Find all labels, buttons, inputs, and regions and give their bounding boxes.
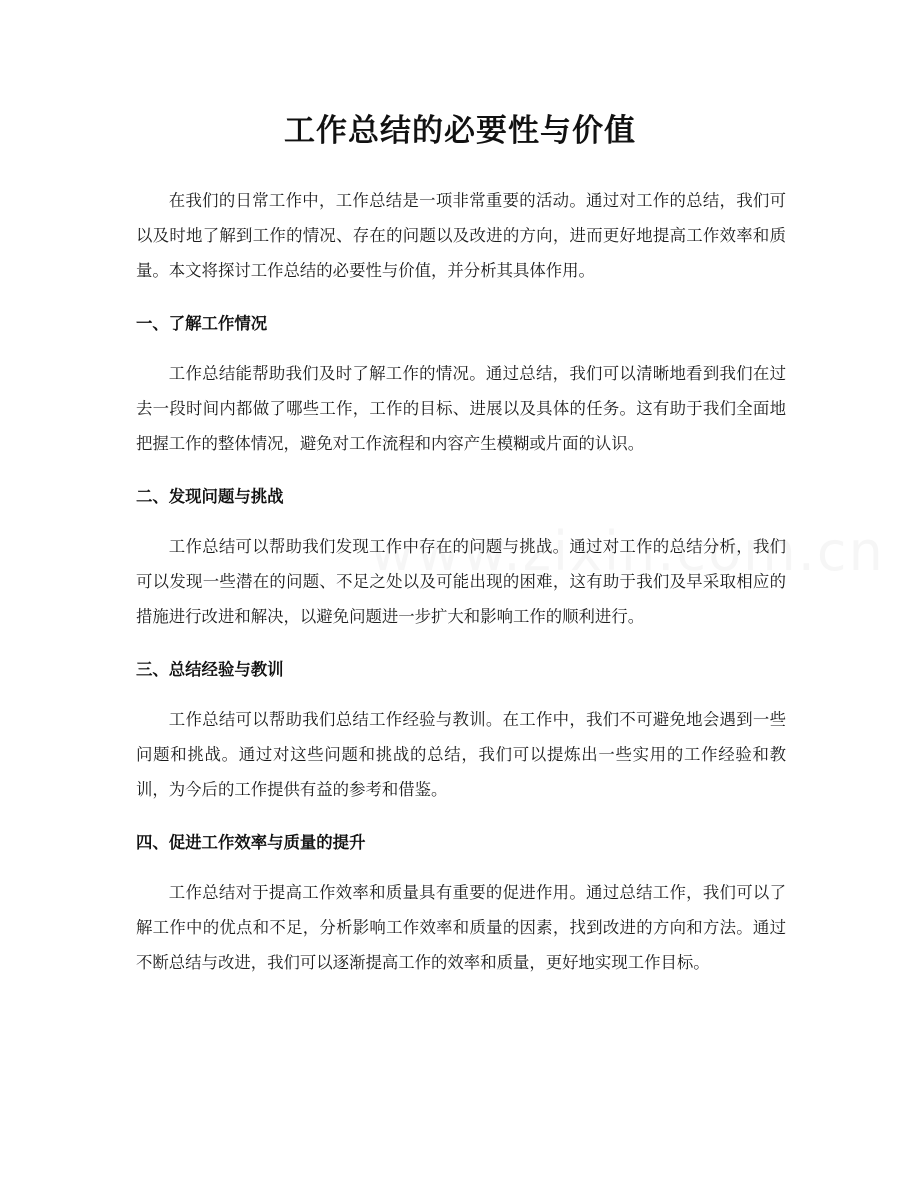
section-body-3: 工作总结可以帮助我们总结工作经验与教训。在工作中，我们不可避免地会遇到一些问题和挑战。通过对这些问题和挑战的总结，我们可以提炼出一些实用的工作经验和教训，为今后的工作提供有益的参考和借鉴。	[136, 710, 786, 799]
section-heading-3: 三、总结经验与教训	[136, 660, 284, 679]
document-body	[136, 183, 786, 980]
section-body-1: 工作总结能帮助我们及时了解工作的情况。通过总结，我们可以清晰地看到我们在过去一段时间内都做了哪些工作，工作的目标、进展以及具体的任务。这有助于我们全面地把握工作的整体情况，避免对工作流程和内容产生模糊或片面的认识。	[136, 364, 786, 453]
section-heading-2: 二、发现问题与挑战	[136, 487, 284, 506]
document-title: 工作总结的必要性与价值	[284, 113, 636, 149]
section-heading-4: 四、促进工作效率与质量的提升	[136, 833, 366, 852]
section-body-2: 工作总结可以帮助我们发现工作中存在的问题与挑战。通过对工作的总结分析，我们可以发现一些潜在的问题、不足之处以及可能出现的困难，这有助于我们及早采取相应的措施进行改进和解决，以避免问题进一步扩大和影响工作的顺利进行。	[136, 537, 786, 626]
section-body-4: 工作总结对于提高工作效率和质量具有重要的促进作用。通过总结工作，我们可以了解工作中的优点和不足，分析影响工作效率和质量的因素，找到改进的方向和方法。通过不断总结与改进，我们可以逐渐提高工作的效率和质量，更好地实现工作目标。	[136, 883, 786, 972]
intro-paragraph: 在我们的日常工作中，工作总结是一项非常重要的活动。通过对工作的总结，我们可以及时地了解到工作的情况、存在的问题以及改进的方向，进而更好地提高工作效率和质量。本文将探讨工作总结的必要性与价值，并分析其具体作用。	[136, 191, 786, 280]
section-heading-1: 一、了解工作情况	[136, 314, 268, 333]
